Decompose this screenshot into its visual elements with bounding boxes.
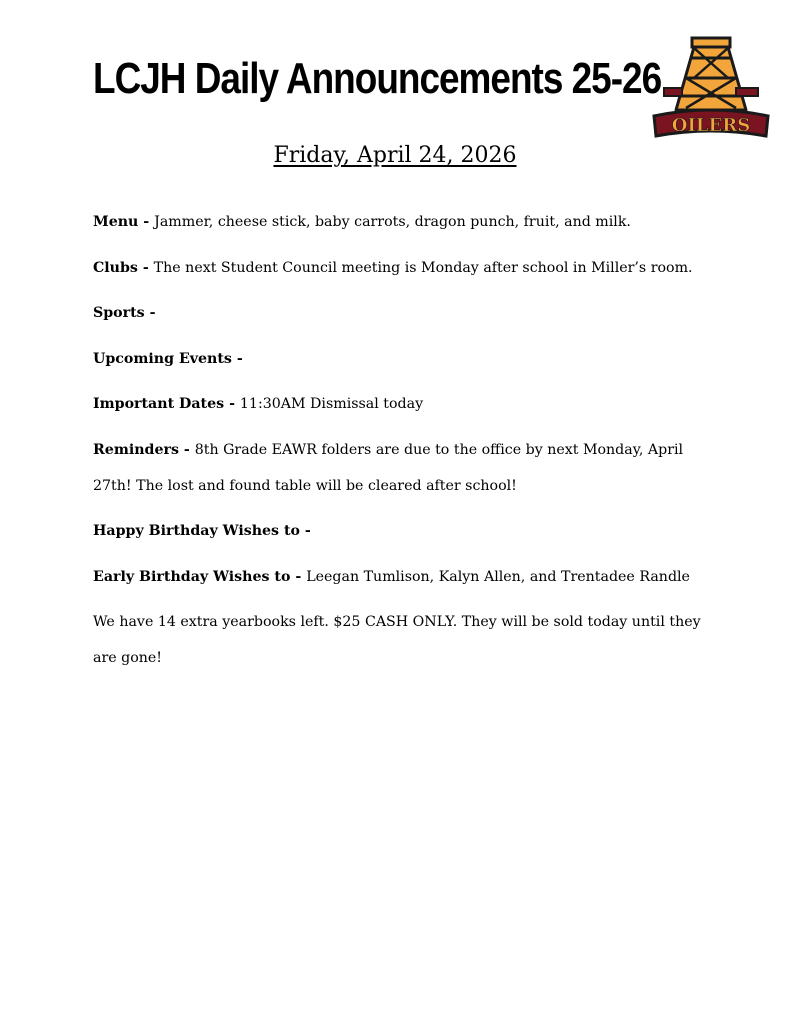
announcement-date: Friday, April 24, 2026 [273,143,517,168]
reminders-label: Reminders - [93,441,195,458]
reminders-item [93,432,703,504]
birthday-item [93,520,703,542]
menu-label: Menu - [93,214,155,230]
logo-text: OILERS [671,115,751,136]
early-birthday-item [93,566,703,588]
important-dates-text: 11:30AM Dismissal today [239,396,424,412]
menu-text: Jammer, cheese stick, baby carrots, dragon punch, fruit, and milk. [154,214,631,230]
birthday-label: Happy Birthday Wishes to - [93,523,311,539]
upcoming-events-item [93,348,703,370]
important-dates-item [93,393,703,415]
page-title: LCJH Daily Announcements 25-26 [93,54,662,103]
announcement-body [93,211,703,693]
yearbooks-text: We have 14 extra yearbooks left. $25 CASH ONLY. They will be sold today until they are gone! [93,614,701,666]
menu-item [93,211,703,233]
sports-label: Sports - [93,305,156,321]
early-birthday-label: Early Birthday Wishes to - [93,568,307,585]
clubs-item [93,257,703,279]
clubs-text: The next Student Council meeting is Monday after school in Miller’s room. [153,259,693,276]
yearbooks-item [93,604,703,676]
important-dates-label: Important Dates - [93,396,240,412]
reminders-text: 8th Grade EAWR folders are due to the office by next Monday, April 27th! The lost and found table will be cleared after school! [93,441,684,494]
upcoming-events-label: Upcoming Events - [93,350,243,367]
sports-item [93,302,703,324]
oilers-derrick-logo [650,36,772,142]
clubs-label: Clubs - [93,259,154,276]
early-birthday-text: Leegan Tumlison, Kalyn Allen, and Trentadee Randle [306,568,690,585]
